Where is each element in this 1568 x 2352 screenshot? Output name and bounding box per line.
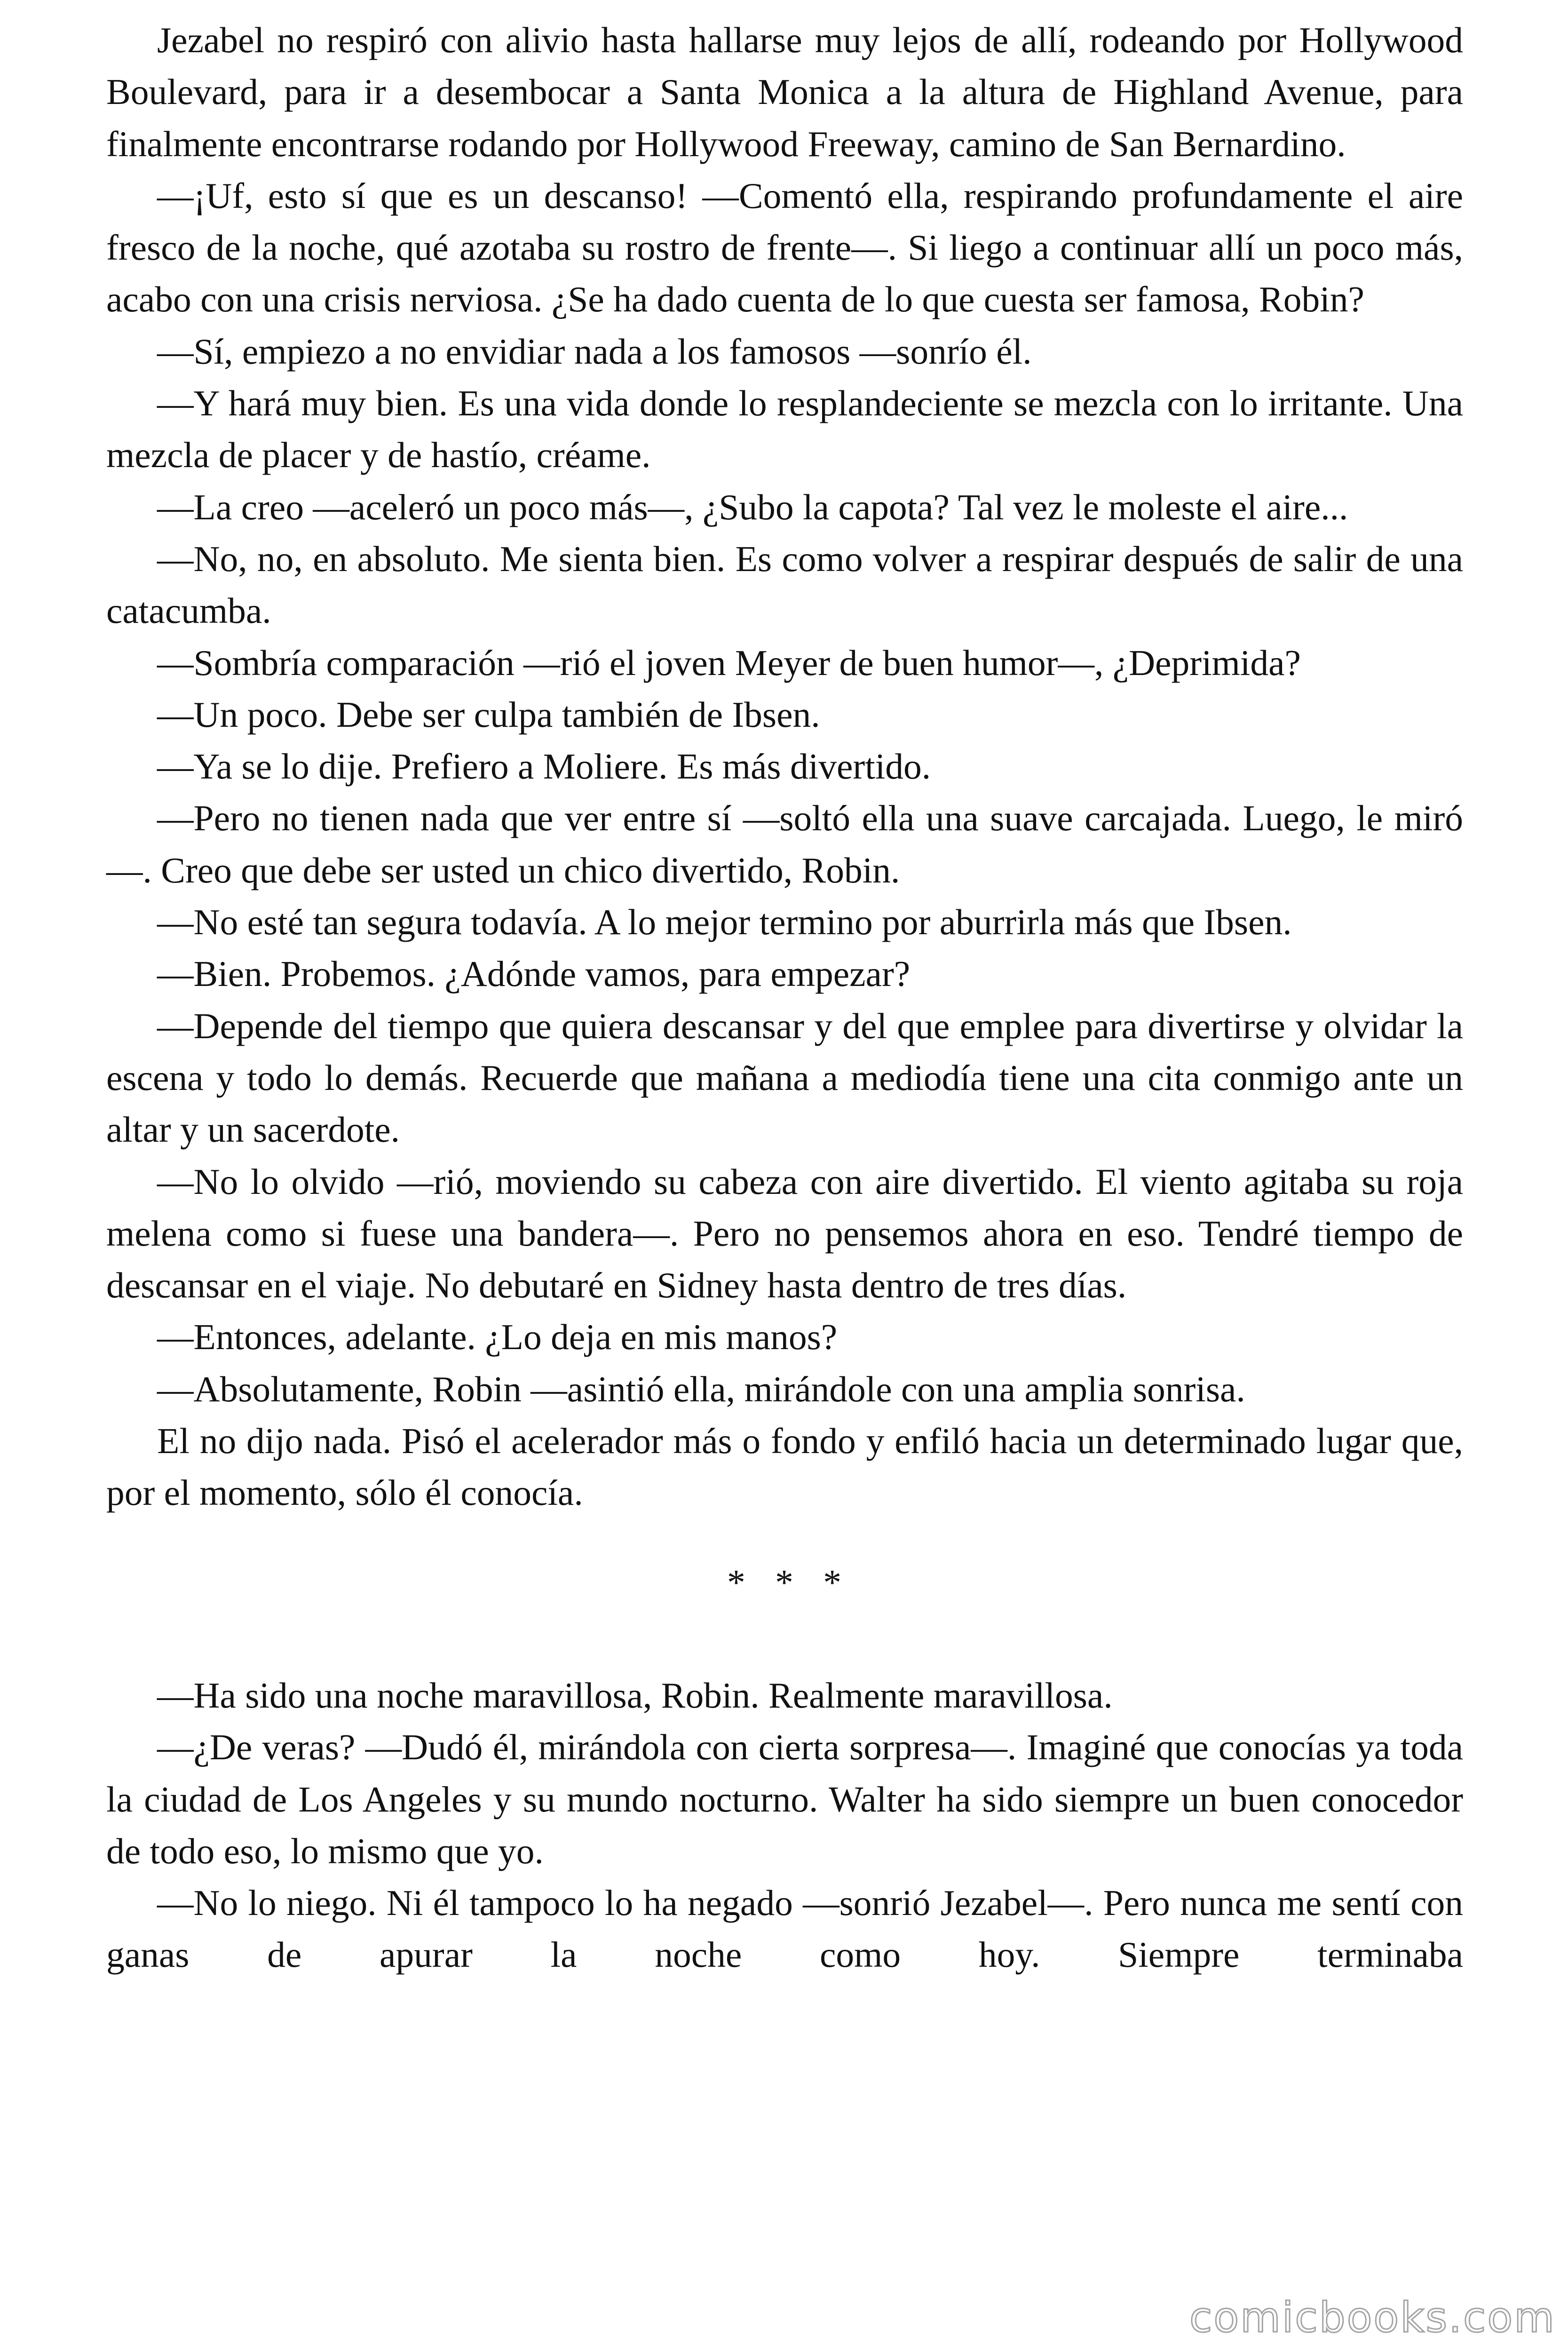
text-block-after-break <box>106 1669 1463 1981</box>
paragraph: —Ha sido una noche maravillosa, Robin. Realmente maravillosa. <box>157 1675 1113 1716</box>
paragraph: —Un poco. Debe ser culpa también de Ibsen. <box>157 694 820 735</box>
paragraph: —¿De veras? —Dudó él, mirándola con cierta sorpresa—. Imaginé que conocías ya toda la ciudad de Los Angeles y su mundo nocturno. Walter ha sido siempre un buen conocedor de todo eso, lo mismo que yo. <box>106 1727 1463 1871</box>
paragraph: —No lo olvido —rió, moviendo su cabeza con aire divertido. El viento agitaba su roja melena como si fuese una bandera—. Pero no pensemos ahora en eso. Tendré tiempo de descansar en el viaje. No debutaré en Sidney hasta dentro de tres días. <box>106 1161 1463 1306</box>
paragraph: —Pero no tienen nada que ver entre sí —soltó ella una suave carcajada. Luego, le miró—. Creo que debe ser usted un chico divertido, Robin. <box>106 798 1463 890</box>
paragraph: —Absolutamente, Robin —asintió ella, mirándole con una amplia sonrisa. <box>157 1368 1245 1409</box>
paragraph: —Depende del tiempo que quiera descansar y del que emplee para divertirse y olvidar la escena y todo lo demás. Recuerde que mañana a mediodía tiene una cita conmigo ante un altar y un sacerdote. <box>106 1005 1463 1150</box>
paragraph: —¡Uf, esto sí que es un descanso! —Comentó ella, respirando profundamente el aire fresco de la noche, qué azotaba su rostro de frente—. Si liego a continuar allí un poco más, acabo con una crisis nerviosa. ¿Se ha dado cuenta de lo que cuesta ser famosa, Robin? <box>106 175 1463 320</box>
paragraph: —Y hará muy bien. Es una vida donde lo resplandeciente se mezcla con lo irritante. Una mezcla de placer y de hastío, créame. <box>106 383 1463 476</box>
book-page <box>106 14 1463 1981</box>
paragraph: —Entonces, adelante. ¿Lo deja en mis manos? <box>157 1317 838 1358</box>
paragraph: —La creo —aceleró un poco más—, ¿Subo la capota? Tal vez le moleste el aire... <box>157 486 1348 527</box>
watermark-logo: comicbooks.com <box>1189 2293 1556 2342</box>
paragraph: —Bien. Probemos. ¿Adónde vamos, para empezar? <box>157 954 911 994</box>
paragraph: El no dijo nada. Pisó el acelerador más o fondo y enfiló hacia un determinado lugar que, por el momento, sólo él conocía. <box>106 1421 1463 1513</box>
text-block-before-break <box>106 14 1463 1519</box>
paragraph: —Sí, empiezo a no envidiar nada a los famosos —sonrío él. <box>157 331 1032 372</box>
paragraph: —Sombría comparación —rió el joven Meyer de buen humor—, ¿Deprimida? <box>157 642 1301 683</box>
paragraph: Jezabel no respiró con alivio hasta hallarse muy lejos de allí, rodeando por Hollywood Boulevard, para ir a desembocar a Santa Monica a la altura de Highland Avenue, para finalmente encontrarse rodando por Hollywood Freeway, camino de San Bernardino. <box>106 20 1463 164</box>
paragraph: —Ya se lo dije. Prefiero a Moliere. Es más divertido. <box>157 746 931 787</box>
section-break: * * * <box>727 1562 852 1603</box>
paragraph: —No lo niego. Ni él tampoco lo ha negado —sonrió Jezabel—. Pero nunca me sentí con ganas de apurar la noche como hoy. Siempre terminaba <box>106 1883 1463 1975</box>
paragraph: —No, no, en absoluto. Me sienta bien. Es como volver a respirar después de salir de una catacumba. <box>106 538 1463 631</box>
paragraph: —No esté tan segura todavía. A lo mejor termino por aburrirla más que Ibsen. <box>157 902 1292 943</box>
